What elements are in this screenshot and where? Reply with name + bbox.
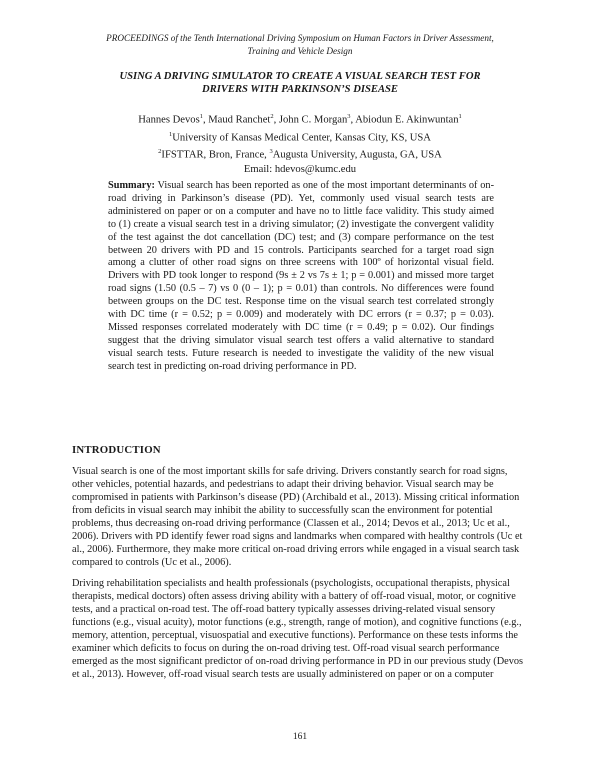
running-header-line-2: Training and Vehicle Design (247, 46, 353, 56)
summary-label: Summary: (108, 180, 155, 191)
running-header (60, 32, 540, 58)
paper-title (70, 70, 530, 96)
affiliation-line-2 (60, 145, 540, 163)
author-name: John C. Morgan (278, 114, 348, 126)
author-affiliation-mark: 1 (458, 113, 462, 120)
affiliation-text: Augusta University, Augusta, GA, USA (272, 149, 442, 161)
running-header-line-1: PROCEEDINGS of the Tenth International Driving Symposium on Human Factors in Driver Assessment, (106, 33, 494, 43)
author-affiliation-mark: 2 (270, 113, 274, 120)
contact-email: Email: hdevos@kumc.edu (243, 163, 357, 175)
affiliation-mark: 3 (269, 148, 273, 156)
author-block (60, 110, 540, 177)
introduction-paragraph-1: Visual search is one of the most important skills for safe driving. Drivers constantly search for road signs, other vehicles, potential hazards, and pedestrians to adapt their driving behavior. Visual search may be compromised in patients with Parkinson’s disease (PD) (Archibald et al., 2013). Missing critical information from deficits in visual search may inhibit the ability to successfully scan the environment for potential problems, thus decreasing on-road driving performance (Classen et al., 2014; Devos et al., 2013; Uc et al., 2006). Drivers with PD identify fewer road signs and landmarks when compared with healthy controls (Uc et al., 2006). Furthermore, they make more critical on-road driving errors while engaged in a visual search task compared to controls (Uc et al., 2006). (72, 466, 523, 568)
paper-title-line-2: DRIVERS WITH PARKINSON’S DISEASE (202, 84, 398, 95)
affiliation-text: IFSTTAR, Bron, France, (161, 149, 270, 161)
affiliation-mark: 1 (169, 130, 173, 138)
affiliation-mark: 2 (158, 148, 162, 156)
introduction-paragraph-2: Driving rehabilitation specialists and health professionals (psychologists, occupational therapists, physical therapists, medical doctors) often assess driving ability with a battery of off-road visual, motor, or cognitive tests, and a practical on-road test. The off-road battery typically assesses driving-related visual sensory functions (e.g., visual acuity), motor functions (e.g., strength, range of motion), and cognitive functions (e.g., memory, attention, perceptual, visuospatial and executive functions). Performance on these tests informs the examiner which deficits to focus on during the on-road driving test. Off-road visual search performance emerged as the most significant predictor of on-road driving performance in PD in our previous study (Devos et al., 2013). However, off-road visual search tests are usually administered on paper or on a computer (72, 578, 524, 680)
author-list: Hannes Devos$^1$, Maud Ranchet$^2$, John C. Morgan$^3$, Abiodun E. Akinwuntan$^1$ (138, 113, 462, 126)
author-affiliation-mark: 3 (347, 113, 351, 120)
author-affiliation-mark: 1 (199, 113, 203, 120)
author-name: Abiodun E. Akinwuntan (355, 114, 459, 126)
page-number: 161 (292, 732, 308, 742)
author-name: Maud Ranchet (208, 114, 271, 126)
summary-text: Visual search has been reported as one of the most important determinants of on-road driving in Parkinson’s disease (PD). Yet, commonly used visual search tests are administered on paper or on a computer and have no to little face validity. This study aimed to (1) create a visual search test in a driving simulator; (2) investigate the convergent validity of the test against the dot cancellation (DC) test; and (3) compare performance on the test between 20 drivers with PD and 15 controls. Participants searched for a target road sign among a clutter of other road signs on three screens with 100º of horizontal visual field. Drivers with PD took longer to respond (9s ± 2 vs 7s ± 1; p = 0.001) and missed more target road signs (1.50 (0.5 – 7) vs 0 (0 – 1); p = 0.01) than controls. No differences were found between groups on the DC test. Response time on the visual search test correlated strongly with DC time (r = 0.52; p = 0.009) and moderately with DC errors (r = 0.37; p = 0.03). Missed responses correlated moderately with DC time (r = 0.49; p = 0.02). Our findings suggest that the driving simulator visual search test offers a valid alternative to standard visual search tests. Future research is needed to investigate the validity of the new visual search test in predicting on-road driving performance in PD. (108, 180, 494, 372)
affiliation-text: University of Kansas Medical Center, Kansas City, KS, USA (172, 132, 431, 144)
section-heading-introduction: INTRODUCTION (72, 444, 161, 456)
paper-title-line-1: USING A DRIVING SIMULATOR TO CREATE A VISUAL SEARCH TEST FOR (119, 71, 481, 82)
affiliation-line-1 (60, 128, 540, 146)
author-name: Hannes Devos (138, 114, 200, 126)
abstract-summary (108, 180, 494, 374)
